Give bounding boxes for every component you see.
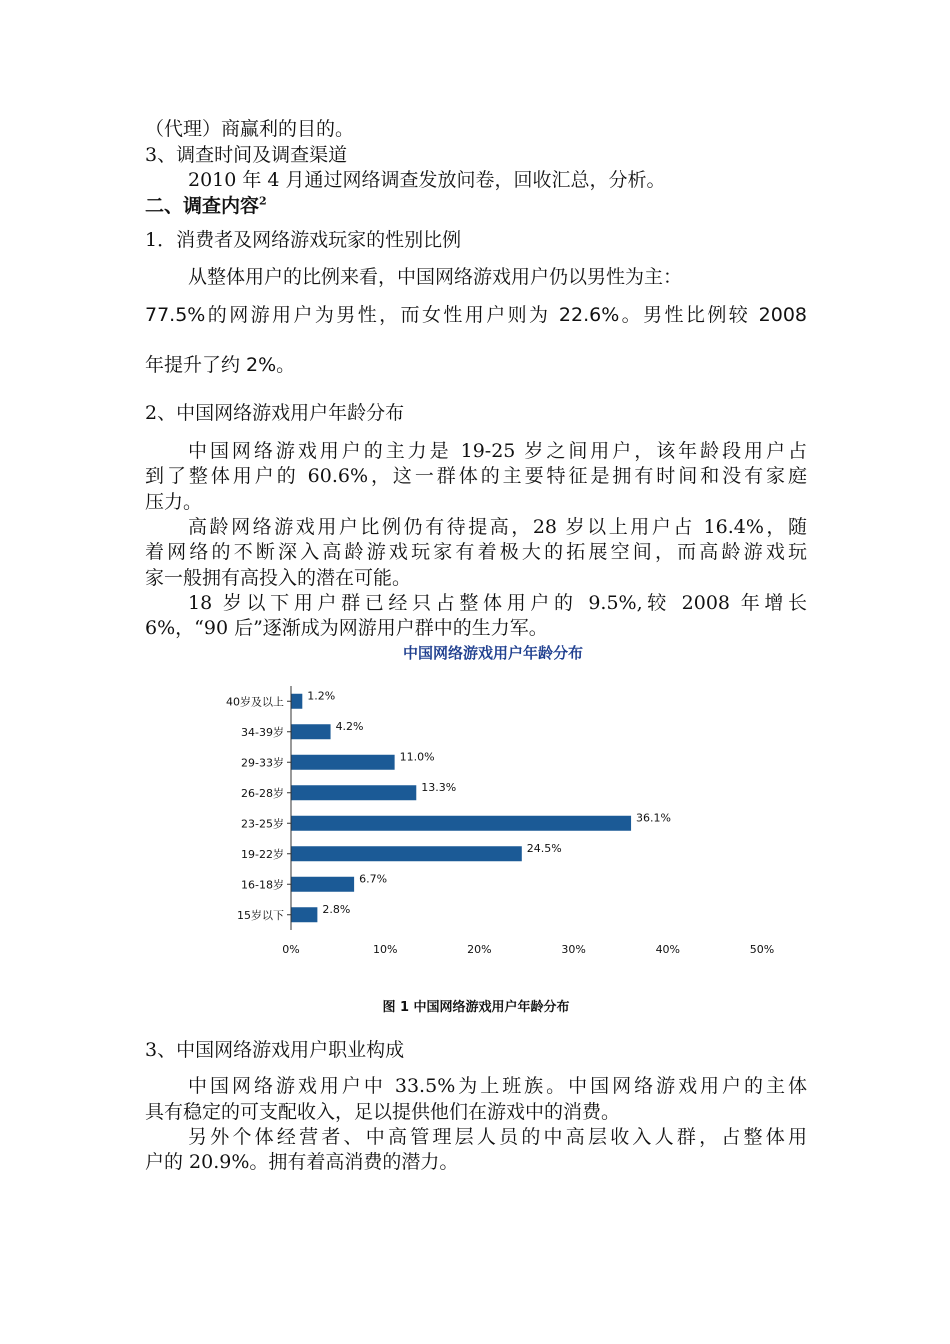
survey-time-heading: 3、调查时间及调查渠道 [145, 144, 348, 166]
category-label: 16-18岁 [241, 878, 284, 892]
age-p2-line-2: 着网络的不断深入高龄游戏玩家有着极大的拓展空间，而高龄游戏玩 [145, 541, 807, 563]
section-two-heading [145, 193, 267, 219]
occupation-p2-line-2: 户的 20.9%。拥有着高消费的潜力。 [145, 1151, 459, 1173]
x-tick-label: 20% [467, 943, 492, 956]
gender-text-line-2: 77.5%的网游用户为男性，而女性用户则为 22.6%。男性比例较 2008 [145, 304, 807, 326]
age-p3-line-2: 6%，“90 后”逐渐成为网游用户群中的生力军。 [145, 617, 548, 639]
survey-time-text: 2010 年 4 月通过网络调查发放问卷，回收汇总，分析。 [188, 169, 666, 191]
occupation-heading: 3、中国网络游戏用户职业构成 [145, 1039, 405, 1061]
value-label: 1.2% [307, 689, 336, 703]
category-label: 40岁及以上 [226, 695, 284, 709]
age-p1-line-2: 到了整体用户的 60.6%，这一群体的主要特征是拥有时间和没有家庭 [145, 465, 807, 487]
category-label: 23-25岁 [241, 817, 284, 831]
x-tick-label: 30% [561, 943, 586, 956]
intro-line: （代理）商赢利的目的。 [145, 118, 355, 140]
category-label: 19-22岁 [241, 847, 284, 861]
bar [291, 724, 331, 739]
value-label: 2.8% [322, 902, 351, 916]
bar [291, 877, 354, 892]
gender-text-line-1: 从整体用户的比例来看，中国网络游戏用户仍以男性为主： [188, 266, 683, 288]
category-label: 15岁以下 [237, 908, 284, 922]
x-tick-label: 40% [655, 943, 681, 956]
bar [291, 846, 522, 861]
value-label: 11.0% [399, 750, 435, 764]
category-label: 29-33岁 [241, 756, 284, 770]
value-label: 13.3% [421, 780, 457, 794]
section-two-heading-text: 二、调查内容 [145, 195, 260, 217]
bar [291, 907, 317, 922]
chart-title: 中国网络游戏用户年龄分布 [402, 644, 584, 662]
age-heading: 2、中国网络游戏用户年龄分布 [145, 402, 405, 424]
x-tick-label: 10% [372, 943, 398, 956]
bar [291, 816, 631, 831]
category-label: 26-28岁 [241, 786, 284, 800]
age-p2-line-1: 高龄网络游戏用户比例仍有待提高，28 岁以上用户占 16.4%，随 [188, 516, 807, 538]
footnote-marker: 2 [259, 194, 267, 208]
figure-caption: 图 1 中国网络游戏用户年龄分布 [382, 1000, 570, 1015]
x-tick-label: 50% [749, 943, 775, 956]
age-p1-line-3: 压力。 [145, 491, 203, 513]
age-p2-line-3: 家一般拥有高投入的潜在可能。 [145, 567, 412, 589]
bar [291, 755, 395, 770]
category-label: 34-39岁 [241, 725, 284, 739]
age-distribution-chart [145, 640, 807, 970]
value-label: 36.1% [636, 811, 672, 825]
bar [291, 694, 302, 709]
occupation-p2-line-1: 另外个体经营者、中高管理层人员的中高层收入人群，占整体用 [188, 1126, 807, 1148]
value-label: 24.5% [526, 841, 562, 855]
occupation-p1-line-2: 具有稳定的可支配收入，足以提供他们在游戏中的消费。 [145, 1101, 621, 1123]
value-label: 6.7% [359, 872, 388, 886]
occupation-p1-line-1: 中国网络游戏用户中 33.5%为上班族。中国网络游戏用户的主体 [188, 1075, 807, 1097]
value-label: 4.2% [335, 719, 364, 733]
gender-heading: 1．消费者及网络游戏玩家的性别比例 [145, 229, 462, 251]
age-p1-line-1: 中国网络游戏用户的主力是 19-25 岁之间用户，该年龄段用户占 [188, 440, 807, 462]
age-p3-line-1: 18 岁以下用户群已经只占整体用户的 9.5%,较 2008 年增长 [188, 592, 807, 614]
gender-text-line-3: 年提升了约 2%。 [145, 354, 296, 376]
bar [291, 785, 416, 800]
x-tick-label: 0% [282, 943, 300, 956]
